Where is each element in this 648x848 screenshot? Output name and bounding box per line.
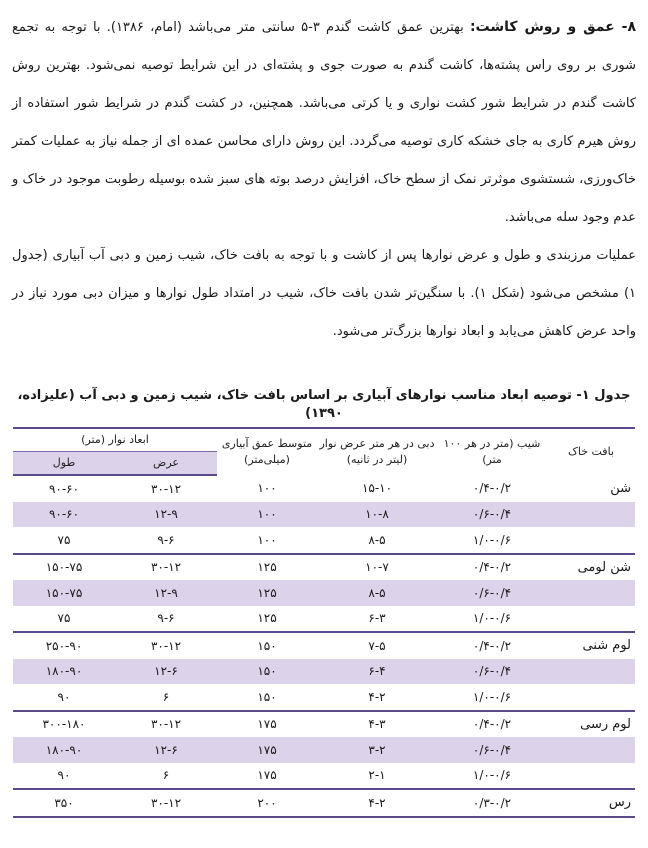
cell-width: ۱۲-۶: [115, 737, 217, 763]
cell-slope: ۱/۰-۰/۶: [472, 768, 512, 783]
header-texture: بافت خاک: [547, 428, 635, 475]
cell-width: ۳۰-۱۲: [115, 632, 217, 659]
cell-depth: ۲۰۰: [217, 789, 317, 817]
cell-depth: ۱۲۵: [217, 580, 317, 606]
cell-flow: ۸-۵: [368, 532, 386, 547]
cell-texture: لوم رسی: [547, 711, 635, 738]
cell-width: ۳۰-۱۲: [115, 789, 217, 817]
cell-flow: ۶-۳: [368, 611, 386, 626]
table-row: [13, 606, 635, 633]
header-flow: دبی در هر متر عرض نوار (لیتر در ثانیه): [317, 428, 437, 475]
cell-flow: ۴-۲: [368, 689, 386, 704]
cell-slope: ۱/۰-۰/۶: [472, 689, 512, 704]
cell-length: ۱۵۰-۷۵: [13, 580, 115, 606]
cell-texture: [547, 737, 635, 763]
cell-depth: ۱۵۰: [217, 632, 317, 659]
cell-flow: ۶-۴: [317, 659, 437, 685]
cell-length: ۳۰۰-۱۸۰: [13, 711, 115, 738]
cell-texture: رس: [547, 789, 635, 817]
cell-length: ۹۰-۶۰: [13, 502, 115, 528]
cell-length: ۷۵: [57, 611, 71, 626]
cell-length: ۹۰-۶۰: [48, 481, 80, 496]
table-row: [13, 659, 635, 685]
section-heading: ۸- عمق و روش کاشت:: [469, 19, 636, 35]
cell-slope: ۰/۶-۰/۴: [437, 737, 547, 763]
table-row: [13, 475, 635, 502]
irrigation-strip-table: [13, 427, 635, 818]
cell-width: ۳۰-۱۲: [115, 711, 217, 738]
cell-slope: ۰/۴-۰/۲: [472, 481, 512, 496]
table-row: [13, 580, 635, 606]
cell-flow: ۴-۲: [317, 789, 437, 817]
cell-flow: ۳-۲: [317, 737, 437, 763]
cell-flow: ۴-۳: [317, 711, 437, 738]
table-row: [13, 789, 635, 817]
cell-width: ۳۰-۱۲: [115, 554, 217, 581]
cell-slope: ۰/۴-۰/۲: [437, 632, 547, 659]
cell-flow: ۱۰-۷: [317, 554, 437, 581]
cell-depth: ۱۲۵: [257, 611, 277, 626]
cell-depth: ۱۷۵: [217, 737, 317, 763]
cell-texture: [547, 580, 635, 606]
cell-slope: ۰/۴-۰/۲: [437, 554, 547, 581]
table-caption: جدول ۱- توصیه ابعاد مناسب نوارهای آبیاری بر اساس بافت خاک، شیب زمین و دبی آب (علیزاده، ۱۳۹۰): [17, 388, 631, 421]
cell-length: ۳۵۰: [13, 789, 115, 817]
cell-slope: ۰/۶-۰/۴: [437, 580, 547, 606]
cell-depth: ۱۰۰: [257, 532, 277, 547]
section-paragraph-1: [12, 8, 636, 237]
cell-length: ۱۸۰-۹۰: [13, 737, 115, 763]
cell-texture: شن: [610, 480, 631, 496]
cell-depth: ۱۰۰: [217, 502, 317, 528]
cell-length: ۱۸۰-۹۰: [13, 659, 115, 685]
table-row: [13, 711, 635, 738]
header-depth: متوسط عمق آبیاری (میلی‌متر): [217, 428, 317, 475]
cell-slope: ۰/۴-۰/۲: [437, 711, 547, 738]
cell-flow: ۲-۱: [368, 768, 386, 783]
section-paragraph-2: [12, 237, 636, 351]
table-row: [13, 684, 635, 711]
cell-length: ۹۰: [57, 768, 71, 783]
cell-depth: ۱۷۵: [217, 711, 317, 738]
table-header-row: [13, 428, 635, 452]
header-dimensions: ابعاد نوار (متر): [13, 428, 217, 452]
table-row: [13, 527, 635, 554]
cell-texture: [547, 606, 635, 633]
cell-texture: لوم شنی: [547, 632, 635, 659]
cell-depth: ۱۷۵: [257, 768, 277, 783]
cell-length: ۲۵۰-۹۰: [13, 632, 115, 659]
cell-texture: [547, 684, 635, 711]
cell-flow: ۸-۵: [317, 580, 437, 606]
cell-flow: ۱۵-۱۰: [361, 481, 393, 496]
cell-slope: ۰/۳-۰/۲: [437, 789, 547, 817]
cell-slope: ۱/۰-۰/۶: [472, 532, 512, 547]
cell-width: ۱۲-۶: [115, 659, 217, 685]
cell-depth: ۱۵۰: [257, 689, 277, 704]
cell-depth: ۱۰۰: [257, 481, 277, 496]
cell-width: ۱۲-۹: [115, 580, 217, 606]
table-row: [13, 554, 635, 581]
cell-texture: شن لومی: [547, 554, 635, 581]
cell-width: ۳۰-۱۲: [150, 481, 182, 496]
cell-flow: ۱۰-۸: [317, 502, 437, 528]
table-row: [13, 737, 635, 763]
cell-length: ۱۵۰-۷۵: [13, 554, 115, 581]
cell-slope: ۱/۰-۰/۶: [472, 611, 512, 626]
cell-depth: ۱۲۵: [217, 554, 317, 581]
cell-texture: [547, 763, 635, 790]
cell-slope: ۰/۶-۰/۴: [437, 659, 547, 685]
cell-texture: [547, 659, 635, 685]
cell-slope: ۰/۶-۰/۴: [437, 502, 547, 528]
header-width: عرض: [115, 452, 217, 476]
table-body: [13, 475, 635, 817]
cell-width: ۱۲-۹: [115, 502, 217, 528]
cell-width: ۶: [162, 689, 170, 704]
paragraph-text-1: بهترین عمق کاشت گندم ۳-۵ سانتی متر می‌باشد (امام، ۱۳۸۶). با توجه به تجمع شوری بر روی راس پشته‌ها، کاشت گندم به صورت جوی و پشته‌ای در این شرایط توصیه نمی‌شود. بهترین روش کاشت گندم در شرایط شور کشت نواری و یا کرتی می‌باشد. همچنین، در کشت گندم در شرایط شور استفاده از روش هیرم کاری به جای خشکه کاری توصیه می‌گردد. این روش دارای محاسن عمده ای از جمله نیاز به عملیات کمتر خاک‌ورزی، شستشوی موثرتر نمک از سطح خاک، افزایش درصد بوته های سبز شده بوسیله رطوبت موجود در خاک و عدم وجود سله می‌باشد.: [12, 20, 636, 225]
table-row: [13, 763, 635, 790]
header-length: طول: [13, 452, 115, 476]
header-slope: شیب (متر در هر ۱۰۰ متر): [437, 428, 547, 475]
cell-flow: ۷-۵: [317, 632, 437, 659]
table-row: [13, 632, 635, 659]
cell-width: ۶: [162, 768, 170, 783]
cell-length: ۷۵: [57, 532, 71, 547]
cell-width: ۹-۶: [157, 611, 175, 626]
table-row: [13, 502, 635, 528]
cell-width: ۹-۶: [157, 532, 175, 547]
cell-length: ۹۰: [57, 689, 71, 704]
paragraph-text-2: عملیات مرزبندی و طول و عرض نوارها پس از کاشت و با توجه به بافت خاک، شیب زمین و دبی آب آبیاری (جدول ۱) مشخص می‌شود (شکل ۱). با سنگین‌تر شدن بافت خاک، شیب در امتداد طول نوارها و میزان دبی مورد نیاز در واحد عرض کاهش می‌یابد و ابعاد نوارها بزرگ‌تر می‌شود.: [12, 248, 637, 339]
cell-texture: [547, 502, 635, 528]
cell-texture: [547, 527, 635, 554]
cell-depth: ۱۵۰: [217, 659, 317, 685]
